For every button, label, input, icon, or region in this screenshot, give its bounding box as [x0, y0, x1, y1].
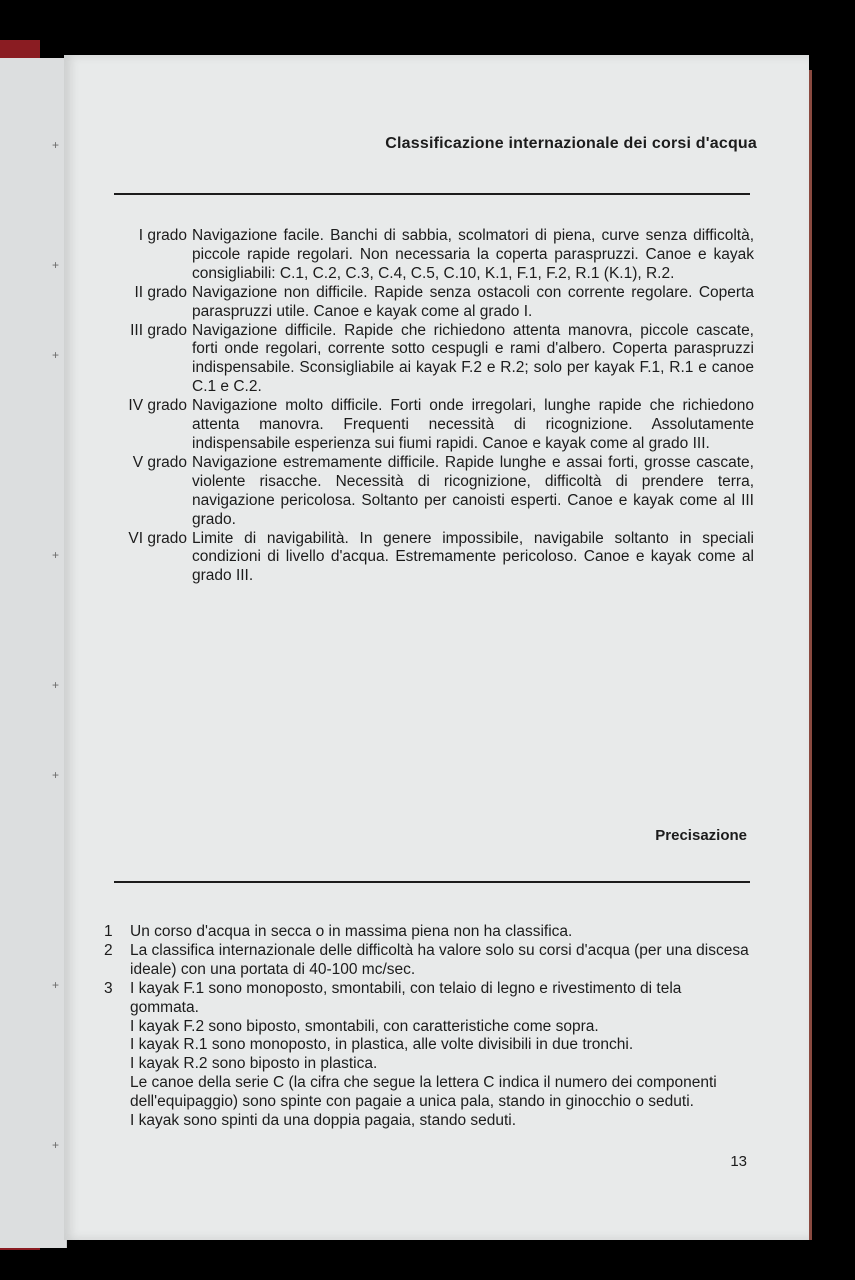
- note-line: I kayak R.1 sono monoposto, in plastica, alle volte divisibili in due tronchi.: [130, 1036, 634, 1054]
- note-line: I kayak R.2 sono biposto in plastica.: [130, 1055, 378, 1073]
- grade-label: V grado: [132, 453, 187, 471]
- note-line: La classifica internazionale delle difficoltà ha valore solo su corsi d'acqua (per una discesa ideale) con una portata di 40-100 mc/sec.: [130, 941, 749, 978]
- binding-stitch: +: [52, 348, 60, 362]
- note-number: 1: [104, 923, 113, 940]
- section-divider: [114, 881, 750, 883]
- note-item: [104, 980, 754, 1131]
- binding-stitch: +: [52, 548, 60, 562]
- grade-description: Navigazione estremamente difficile. Rapide lunghe e assai forti, grosse cascate, violente risacche. Necessità di ricognizione, difficoltà di prendere terra, navigazione pericolosa. Soltanto per canoisti esperti. Canoe e kayak come al III grado.: [192, 453, 754, 528]
- binding-stitch: +: [52, 258, 60, 272]
- grade-row: [104, 454, 754, 530]
- grade-description: Navigazione molto difficile. Forti onde irregolari, lunghe rapide che richiedono attenta manovra. Frequenti necessità di ricognizione. Assolutamente indispensabile esperienza sui fiumi rapidi. Canoe e kayak come al grado III.: [192, 397, 754, 452]
- binding-stitch: +: [52, 138, 60, 152]
- grade-row: [104, 322, 754, 398]
- note-line: I kayak F.2 sono biposto, smontabili, con caratteristiche come sopra.: [130, 1017, 599, 1035]
- binding-stitch: +: [52, 678, 60, 692]
- binding-stitch: +: [52, 1138, 60, 1152]
- grade-list: [104, 227, 754, 586]
- grade-description: Limite di navigabilità. In genere impossibile, navigabile soltanto in speciali condizioni di livello d'acqua. Estremamente pericoloso. Canoe e kayak come al grado III.: [192, 529, 754, 585]
- grade-row: [104, 530, 754, 587]
- note-line: I kayak F.1 sono monoposto, smontabili, con telaio di legno e rivestimento di tela gommata.: [130, 979, 682, 1016]
- note-body: [130, 923, 754, 942]
- page: [64, 55, 809, 1240]
- note-number: 2: [104, 941, 113, 959]
- page-number: 13: [730, 1153, 747, 1170]
- grade-label: III grado: [130, 321, 187, 339]
- grade-description: Navigazione facile. Banchi di sabbia, scolmatori di piena, curve senza difficoltà, piccole rapide regolari. Non necessaria la coperta paraspruzzi. Canoe e kayak consigliabili: C.1, C.2, C.3, C.4, C.5, C.10, K.1, F.1, F.2, R.1 (K.1), R.2.: [192, 227, 754, 282]
- binding-stitch: +: [52, 978, 60, 992]
- note-number: 3: [104, 979, 113, 997]
- grade-row: [104, 227, 754, 284]
- note-line: I kayak sono spinti da una doppia pagaia, stando seduti.: [130, 1112, 517, 1130]
- grade-description: Navigazione non difficile. Rapide senza ostacoli con corrente regolare. Coperta paraspruzzi utile. Canoe e kayak come al grado I.: [192, 283, 754, 320]
- note-line: Le canoe della serie C (la cifra che segue la lettera C indica il numero dei componenti dell'equipaggio) sono spinte con pagaie a unica pala, stando in ginocchio o seduti.: [130, 1074, 717, 1111]
- page-title: Classificazione internazionale dei corsi d'acqua: [385, 135, 757, 152]
- grade-label: VI grado: [128, 529, 187, 547]
- binding-stitch: +: [52, 768, 60, 782]
- grade-row: [104, 284, 754, 322]
- note-body: [130, 942, 754, 980]
- grade-row: [104, 397, 754, 454]
- section-title: Precisazione: [655, 827, 747, 844]
- left-page-edge: [0, 58, 67, 1248]
- grade-description: Navigazione difficile. Rapide che richiedono attenta manovra, piccole cascate, forti onde regolari, corrente sotto cespugli e rami d'albero. Coperta paraspruzzi indispensabile. Sconsigliabile ai kayak F.2 e R.2; solo per kayak F.1, R.1 e canoe C.1 e C.2.: [192, 321, 754, 396]
- title-divider: [114, 193, 750, 195]
- note-item: [104, 923, 754, 942]
- grade-label: IV grado: [128, 397, 187, 415]
- grade-label: I grado: [138, 227, 187, 244]
- notes-list: [104, 923, 754, 1131]
- note-body: [130, 980, 754, 1131]
- grade-label: II grado: [134, 283, 187, 301]
- note-line: Un corso d'acqua in secca o in massima piena non ha classifica.: [130, 923, 573, 940]
- note-item: [104, 942, 754, 980]
